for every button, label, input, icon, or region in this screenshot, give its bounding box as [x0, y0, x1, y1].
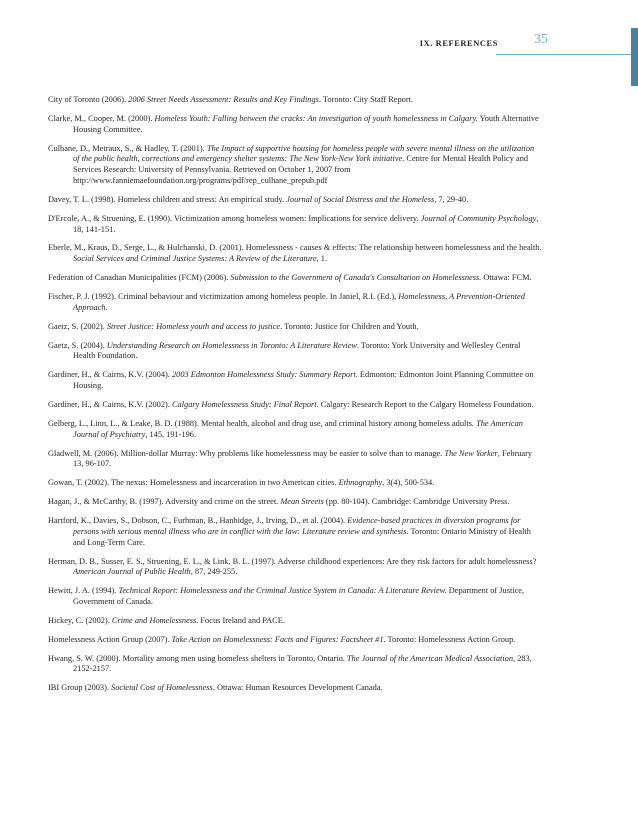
reference-text: Gardiner, H., & Cairns, K.V. (2004). [48, 370, 172, 380]
reference-entry [48, 497, 542, 508]
reference-text: Gaetz, S. (2002). [48, 321, 107, 331]
section-title: IX. REFERENCES [419, 39, 498, 48]
reference-title: Mean Streets [280, 497, 324, 507]
reference-text: (pp. 80-104). Cambridge: Cambridge University Press. [323, 497, 510, 507]
reference-text: Eberle, M., Kraus, D., Serge, L., & Hulchanski, D. (2001). Homelessness - causes & effects: The relationship between homelessness and the health. [48, 243, 542, 253]
reference-text: IBI Group (2003). [48, 683, 112, 693]
reference-entry [48, 419, 542, 441]
reference-text: . Focus Ireland and PACE. [196, 615, 285, 625]
reference-text: Culhane, D., Metraux, S., & Hadley, T. (2001). [48, 143, 207, 153]
reference-title: The New Yorker [444, 448, 498, 458]
reference-title: Journal of Social Distress and the Homeless [286, 194, 435, 204]
reference-title: Crime and Homelessness [111, 615, 197, 625]
reference-entry [48, 635, 542, 646]
reference-text: Ottawa: FCM. [481, 273, 532, 283]
reference-entry [48, 144, 542, 187]
reference-text: Homelessness Action Group (2007). [48, 634, 172, 644]
reference-text: . Calgary: Research Report to the Calgary Homeless Foundation. [316, 399, 534, 409]
reference-text: Gelberg, L., Linn, L., & Leake, B. D. (1988). Mental health, alcohol and drug use, and criminal history among homeless adults. [48, 418, 477, 428]
reference-entry [48, 557, 542, 579]
reference-text: , 18, 141-151. [73, 213, 539, 234]
reference-text: , 145, 191-196. [145, 429, 197, 439]
reference-text: Hartford, K., Davies, S., Dobson, C., Furhman, B., Hanbidge, J., Irving, D., et al. (2004). [48, 516, 348, 526]
reference-title: Calgary Homelessness Study: Final Report [171, 399, 317, 409]
reference-text: , 3(4), 500-534. [382, 478, 435, 488]
reference-text: . Toronto: Homelessness Action Group. [383, 634, 516, 644]
reference-text: City of Toronto (2006). [48, 95, 129, 104]
reference-text: Hewitt, J. A. (1994). [48, 586, 119, 596]
reference-title: Journal of Community Psychology [420, 213, 537, 223]
reference-title: The Impact of supportive housing for homeless people with severe mental illness on the utilization of the public health, corrections and emergency shelter systems: The New York-New York initiative [73, 143, 535, 164]
reference-title: Social Services and Criminal Justice Systems: A Review of the Literature [73, 254, 317, 264]
reference-text: Toronto: Ontario Ministry of Health and Long-Term Care. [73, 526, 531, 547]
reference-text: . Toronto: Justice for Children and Youth. [280, 321, 419, 331]
reference-text: , 283, 2152-2157. [73, 653, 532, 674]
reference-text: Gowan, T. (2002). The nexus: Homelessness and incarceration in two American cities. [48, 478, 339, 488]
reference-title: 2006 Street Needs Assessment: Results and Key Findings [128, 95, 319, 104]
reference-entry [48, 683, 542, 694]
reference-entry [48, 654, 542, 676]
reference-title: Homelessness, A Prevention-Oriented Approach. [73, 292, 525, 312]
reference-entry [48, 95, 542, 106]
reference-entry [48, 449, 542, 471]
reference-text: Department of Justice, Government of Canada. [73, 586, 525, 606]
reference-entry [48, 586, 542, 608]
reference-title: Societal Cost of Homelessness [111, 683, 213, 693]
reference-text: . Ottawa: Human Resources Development Canada. [212, 683, 383, 693]
reference-title: Understanding Research on Homelessness in Toronto: A Literature Review [106, 340, 357, 350]
reference-text: Youth Alternative Housing Committee. [73, 113, 539, 134]
reference-entry [48, 292, 542, 314]
header-rule [496, 54, 638, 55]
reference-text: Davey, T. L. (1998). Homeless children and stress: An empirical study. [48, 194, 287, 204]
reference-entry [48, 214, 542, 236]
reference-text: , 7, 29-40. [434, 194, 469, 204]
reference-text: . Toronto: City Staff Report. [318, 95, 414, 104]
reference-entry [48, 370, 542, 392]
reference-text: , 1. [316, 254, 328, 264]
reference-title: Technical Report: Homelessness and the Criminal Justice System in Canada: A Literature Review. [118, 586, 447, 596]
reference-entry [48, 341, 542, 363]
reference-entry [48, 400, 542, 411]
reference-title: Street Justice: Homeless youth and access to justice [106, 321, 281, 331]
reference-text: Gardiner, H., & Cairns, K.V. (2002). [48, 399, 172, 409]
reference-text: Gladwell, M. (2006). Million-dollar Murray: Why problems like homelessness may be easier to solve than to manage. [48, 448, 445, 458]
reference-text: Hwang, S. W. (2000). Mortality among men using homeless shelters in Toronto, Ontario. [48, 653, 347, 663]
reference-entry [48, 616, 542, 627]
page-number: 35 [534, 32, 548, 47]
accent-bar [631, 28, 638, 86]
running-header [0, 30, 638, 52]
reference-title: 2003 Edmonton Homelessness Study: Summary Report [171, 370, 356, 380]
reference-title: American Journal of Public Health [73, 567, 191, 577]
reference-title: The American Journal of Psychiatry [73, 418, 523, 439]
reference-text: Herman, D. B., Susser, E. S., Struening, E. L., & Link, B. L. (1997). Adverse childhood experiences: Are they risk factors for adult homelessness? [48, 556, 537, 566]
reference-list [48, 95, 542, 702]
reference-text: , 87, 249-255. [190, 567, 238, 577]
reference-title: Ethnography [338, 478, 383, 488]
reference-title: The Journal of the American Medical Association [346, 653, 514, 663]
reference-entry [48, 114, 542, 136]
reference-text: Hickey, C. (2002). [48, 615, 112, 625]
reference-entry [48, 322, 542, 333]
reference-text: D'Ercole, A., & Struening, E. (1990). Victimization among homeless women: Implications for service delivery. [48, 213, 421, 223]
reference-entry [48, 243, 542, 265]
reference-title: Submission to the Government of Canada's Consultation on Homelessness. [230, 273, 482, 283]
reference-title: Evidence-based practices in diversion programs for persons with serious mental illness who are in conflict with the law: Literature review and synthesis. [73, 516, 521, 536]
reference-text: Gaetz, S. (2004). [48, 340, 107, 350]
reference-text: Federation of Canadian Municipalities (FCM) (2006). [48, 273, 231, 283]
reference-title: Homeless Youth: Falling between the cracks: An investigation of youth homelessness in Calgary. [154, 113, 478, 123]
reference-entry [48, 273, 542, 284]
reference-text: Fischer, P. J. (1992). Criminal behaviour and victimization among homeless people. In Janiel, R.I. (Ed.), [48, 292, 399, 302]
reference-entry [48, 516, 542, 548]
reference-text: Hagan, J., & McCarthy, B. (1997). Adversity and crime on the street. [48, 497, 281, 507]
reference-entry [48, 195, 542, 206]
reference-text: . Centre for Mental Health Policy and Services Research: University of Pennsylvania. Retrieved on October 1, 2007 from http://www.fanniemaefoundation.org/programs/pdf/rep_culhane_prepub.pdf [73, 154, 529, 185]
reference-text: . Edmonton: Edmonton Joint Planning Committee on Housing. [73, 370, 534, 391]
reference-title: Take Action on Homelessness: Facts and Figures: Factsheet #1 [171, 634, 384, 644]
reference-text: . Toronto: York University and Wellesley Central Health Foundation. [73, 340, 521, 361]
reference-entry [48, 478, 542, 489]
reference-text: Clarke, M., Cooper, M. (2000). [48, 113, 155, 123]
reference-text: , February 13, 96-107. [73, 448, 533, 469]
